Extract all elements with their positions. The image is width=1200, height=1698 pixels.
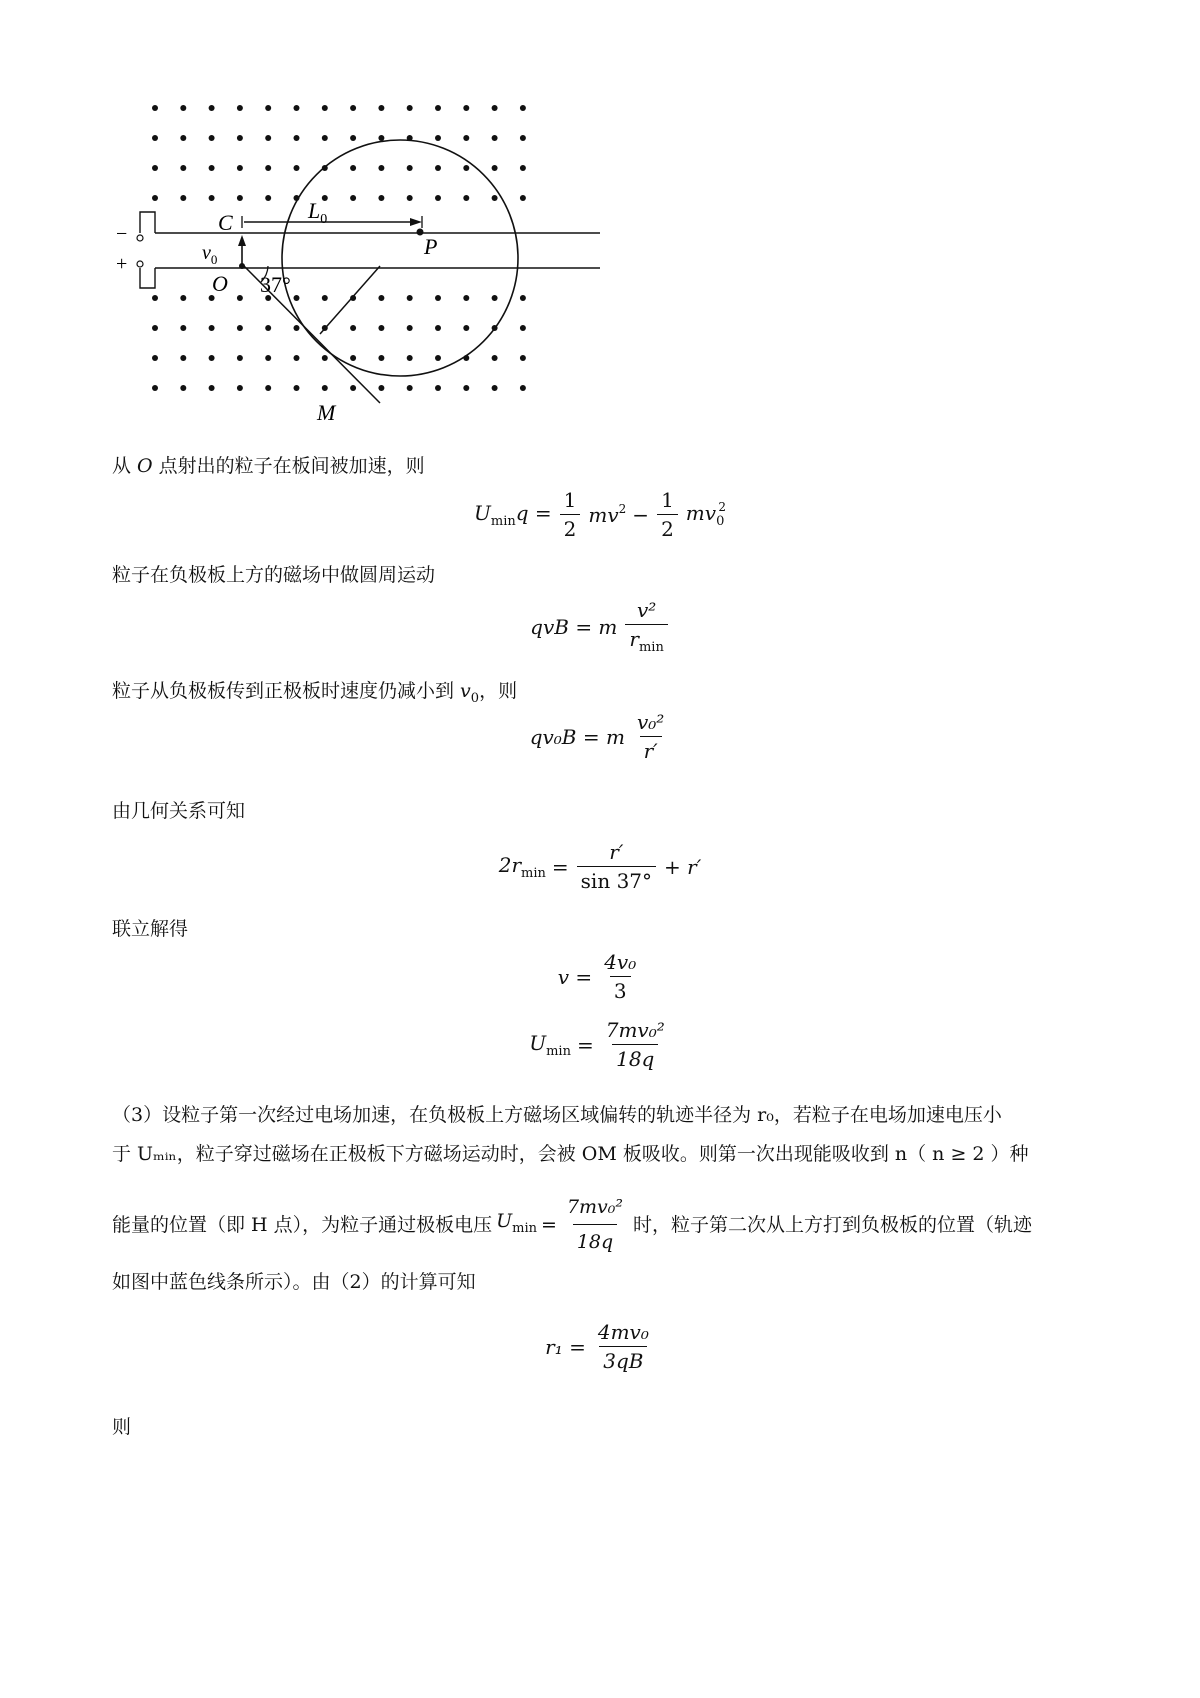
field-dot	[237, 385, 243, 391]
field-dot	[378, 165, 384, 171]
field-dot	[378, 325, 384, 331]
field-dot	[435, 355, 441, 361]
field-dot	[294, 355, 300, 361]
label-o: O	[212, 271, 228, 296]
field-dot	[180, 165, 186, 171]
field-dot	[407, 195, 413, 201]
field-dot	[180, 385, 186, 391]
field-dot	[463, 295, 469, 301]
field-dot	[435, 105, 441, 111]
field-dot	[152, 135, 158, 141]
field-dot	[520, 385, 526, 391]
paragraph-6-line-1: （3）设粒子第一次经过电场加速，在负极板上方磁场区域偏转的轨迹半径为 r₀，若粒子在电场加速电压小	[112, 1104, 1002, 1126]
label-angle: 37°	[260, 272, 291, 297]
field-dot	[152, 295, 158, 301]
equation-energy: $U_{min}q$ = $\frac{1}{2}$ $mv^2$ − $\frac{1}{2}$ $mv_0^2$	[474, 488, 726, 541]
field-dot	[378, 385, 384, 391]
field-dot	[492, 355, 498, 361]
field-dot	[407, 325, 413, 331]
label-plus: +	[116, 253, 128, 275]
field-dot	[180, 325, 186, 331]
field-dot	[152, 325, 158, 331]
field-dot	[350, 105, 356, 111]
field-dot	[520, 355, 526, 361]
field-dot	[209, 385, 215, 391]
field-dot	[265, 385, 271, 391]
field-dot	[322, 295, 328, 301]
equation-v: v = $\frac{\text{4v₀}}{3}$	[557, 950, 637, 1003]
positive-terminal	[140, 268, 155, 288]
field-dot	[209, 105, 215, 111]
field-dot	[294, 325, 300, 331]
field-dot	[237, 195, 243, 201]
field-dot	[520, 325, 526, 331]
label-l: $L_0$	[308, 198, 328, 227]
field-dot	[350, 355, 356, 361]
field-dot	[152, 385, 158, 391]
field-dot	[152, 355, 158, 361]
paragraph-4: 由几何关系可知	[112, 800, 246, 822]
label-c: C	[218, 210, 233, 235]
field-dot	[265, 355, 271, 361]
field-dot	[378, 195, 384, 201]
field-dot	[180, 355, 186, 361]
field-dot	[492, 295, 498, 301]
field-dot	[435, 385, 441, 391]
label-m: M	[317, 400, 336, 425]
field-dot	[180, 105, 186, 111]
field-dot	[463, 105, 469, 111]
field-dot	[294, 135, 300, 141]
field-dot	[350, 165, 356, 171]
field-dot	[407, 105, 413, 111]
field-dot	[180, 295, 186, 301]
field-dot	[520, 165, 526, 171]
field-dot	[520, 105, 526, 111]
field-dot	[520, 135, 526, 141]
field-dot	[265, 135, 271, 141]
field-dot	[237, 165, 243, 171]
field-dot	[350, 385, 356, 391]
field-dot	[435, 295, 441, 301]
field-dot	[435, 165, 441, 171]
paragraph-3: 粒子从负极板传到正极板时速度仍减小到 $v_0$，则	[112, 680, 518, 706]
field-dot	[265, 195, 271, 201]
field-dot	[463, 135, 469, 141]
field-dot	[350, 135, 356, 141]
field-dot	[294, 105, 300, 111]
label-p: P	[424, 234, 438, 259]
field-dot	[209, 195, 215, 201]
field-dot	[520, 195, 526, 201]
field-dot	[152, 165, 158, 171]
field-dot	[322, 355, 328, 361]
field-dot	[378, 105, 384, 111]
field-dot	[463, 195, 469, 201]
field-dot	[180, 135, 186, 141]
field-dot	[237, 325, 243, 331]
equation-circular-motion: qvB = m $\frac{\text{v²}}{r_{min}}$	[0, 598, 1200, 655]
field-dot	[237, 355, 243, 361]
field-dot	[209, 325, 215, 331]
field-dot	[152, 105, 158, 111]
field-dot	[492, 385, 498, 391]
paragraph-1: 从 O 点射出的粒子在板间被加速，则	[112, 455, 425, 477]
equation-umin: $U_{min}$ = $\frac{\text{7mv₀²}}{18q}$	[529, 1018, 665, 1071]
field-dot	[209, 165, 215, 171]
paragraph-6-line-2: 于 Uₘᵢₙ，粒子穿过磁场在正极板下方磁场运动时，会被 OM 板吸收。则第一次出现能吸收到 n（ n ≥ 2 ）种	[112, 1143, 1029, 1165]
paragraph-5: 联立解得	[112, 918, 189, 940]
field-dot	[407, 355, 413, 361]
field-dot	[350, 325, 356, 331]
field-dot	[237, 135, 243, 141]
paragraph-2: 粒子在负极板上方的磁场中做圆周运动	[112, 564, 436, 586]
magnetic-field-diagram	[110, 98, 610, 433]
field-dot	[378, 295, 384, 301]
paragraph-7: 则	[112, 1416, 132, 1438]
field-dot	[463, 325, 469, 331]
label-v0: $v_0$	[202, 242, 218, 267]
field-dot	[294, 295, 300, 301]
field-dot	[407, 295, 413, 301]
field-dot	[180, 195, 186, 201]
field-dot	[463, 165, 469, 171]
positive-terminal-node	[137, 261, 143, 267]
label-minus: −	[116, 223, 128, 245]
v0-arrowhead	[238, 235, 246, 246]
field-dot	[407, 385, 413, 391]
field-dot	[435, 325, 441, 331]
paragraph-6-line-4: 如图中蓝色线条所示）。由（2）的计算可知	[112, 1271, 476, 1293]
field-dot	[492, 135, 498, 141]
field-dot	[209, 355, 215, 361]
field-dot	[407, 165, 413, 171]
equation-r1: r₁ = $\frac{\text{4mv₀}}{3qB}$	[545, 1320, 649, 1373]
field-dot	[435, 135, 441, 141]
field-dot	[322, 135, 328, 141]
negative-terminal-node	[137, 235, 143, 241]
field-dot	[492, 195, 498, 201]
radius-line	[320, 266, 380, 334]
paragraph-6-line-3: 能量的位置（即 H 点），为粒子通过极板电压 $U_{min}$ = $\frac{\text{7mv₀²}}{18q}$ 时，粒子第二次从上方打到负极板的位置（轨迹	[112, 1192, 1100, 1257]
field-dot	[492, 165, 498, 171]
equation-geometry: $2r_{min}$ = $\frac{r'}{\sin 37^\circ}$ + r′	[498, 840, 702, 893]
field-dot	[265, 325, 271, 331]
field-dot	[492, 105, 498, 111]
field-dot	[322, 105, 328, 111]
field-dot	[209, 135, 215, 141]
point-o	[239, 263, 245, 269]
l0-arrowhead	[410, 218, 422, 226]
field-dot	[237, 105, 243, 111]
field-dot	[520, 295, 526, 301]
field-dot	[237, 295, 243, 301]
field-dot	[350, 195, 356, 201]
field-dot	[463, 385, 469, 391]
field-dot	[322, 195, 328, 201]
negative-terminal	[140, 212, 155, 233]
field-dot	[322, 385, 328, 391]
field-dot	[294, 165, 300, 171]
equation-v0: qv₀B = m $\frac{\text{v₀²}}{r'}$	[529, 710, 665, 763]
field-dot	[378, 135, 384, 141]
field-dot	[152, 195, 158, 201]
field-dot	[265, 105, 271, 111]
field-dot	[378, 355, 384, 361]
field-dot	[435, 195, 441, 201]
field-dot	[294, 385, 300, 391]
field-dot	[265, 165, 271, 171]
point-p	[417, 229, 424, 236]
